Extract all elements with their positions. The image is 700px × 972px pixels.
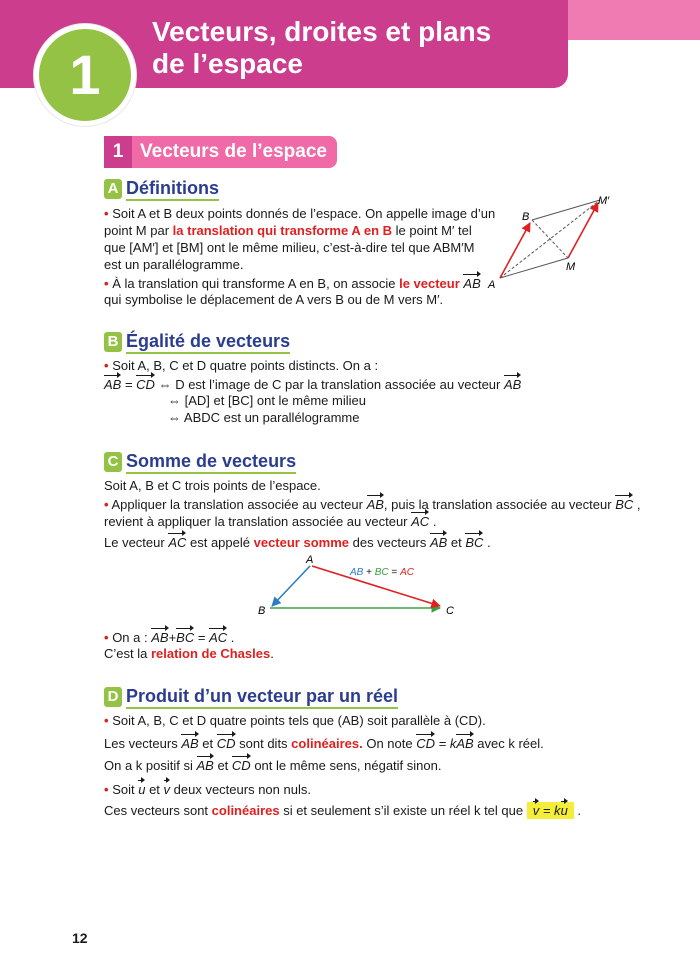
def-line-6: qui symbolise le déplacement de A vers B ou de M vers M′. (104, 292, 444, 307)
vector-ab-blue (272, 566, 310, 606)
subsection-d-letter: D (104, 687, 122, 707)
sum-line-2: • Appliquer la translation associée au vecteur AB, puis la translation associée au vecteur BC , (104, 497, 641, 512)
colinearity-formula-highlight: v = ku (527, 802, 574, 819)
point-b-label: B (258, 605, 266, 617)
chapter-banner-accent (568, 0, 700, 40)
prod-line-5: Ces vecteurs sont colinéaires si et seulement s’il existe un réel k tel que v = ku . (104, 803, 582, 818)
diagonal-bm (532, 220, 568, 258)
vector-ab-arrow (500, 223, 530, 278)
point-m-label: M (566, 261, 576, 273)
chasles-formula: AB + BC = AC (350, 567, 414, 578)
subsection-b-letter: B (104, 332, 122, 352)
subsection-a-heading (104, 178, 219, 200)
def-line-4: est un parallélogramme. (104, 257, 244, 272)
def-line-1: • Soit A et B deux points donnés de l’espace. On appelle image d’un (104, 206, 496, 221)
segment-am (500, 258, 568, 278)
section-heading (104, 136, 337, 168)
chapter-title-line2: de l’espace (152, 48, 303, 79)
section-title: Vecteurs de l’espace (132, 136, 337, 168)
chapter-title (152, 16, 552, 80)
sum-line-4: Le vecteur AC est appelé vecteur somme des vecteurs AB et BC . (104, 535, 491, 550)
def-line-5: • À la translation qui transforme A en B, on associe le vecteur AB (104, 276, 481, 291)
point-c-label: C (446, 605, 454, 617)
subsection-d-title: Produit d’un vecteur par un réel (126, 686, 398, 709)
prod-line-2: Les vecteurs AB et CD sont dits colinéaires. On note CD = kAB avec k réel. (104, 736, 544, 751)
def-line-2: point M par la translation qui transforme A en B le point M′ tel (104, 223, 472, 238)
sum-line-5: • On a : AB+BC = AC . (104, 630, 235, 645)
sum-line-6: C’est la relation de Chasles. (104, 646, 274, 661)
chapter-number: 1 (34, 24, 136, 126)
chapter-title-line1: Vecteurs, droites et plans (152, 16, 492, 47)
eq-line-3: ⇔ [AD] et [BC] ont le même milieu (168, 393, 366, 408)
prod-line-4: • Soit u et v deux vecteurs non nuls. (104, 782, 311, 797)
point-b-label: B (522, 211, 530, 223)
eq-line-4: ⇔ ABDC est un parallélogramme (168, 410, 360, 425)
vector-mmp-arrow (568, 203, 598, 258)
prod-line-3: On a k positif si AB et CD ont le même sens, négatif sinon. (104, 758, 442, 773)
parallelogram-figure (482, 192, 622, 292)
subsection-a-title: Définitions (126, 178, 219, 201)
section-number: 1 (104, 136, 132, 168)
eq-line-1: • Soit A, B, C et D quatre points distincts. On a : (104, 358, 379, 373)
page-number: 12 (72, 930, 88, 946)
subsection-d-heading (104, 686, 398, 708)
chasles-figure (252, 552, 462, 620)
point-mp-label: M′ (598, 195, 610, 207)
eq-line-2: AB = CD ⇔ D est l’image de C par la translation associée au vecteur AB (104, 377, 522, 392)
sum-line-1: Soit A, B et C trois points de l’espace. (104, 478, 321, 493)
sum-line-3: revient à appliquer la translation associée au vecteur AC . (104, 514, 437, 529)
prod-line-1: • Soit A, B, C et D quatre points tels que (AB) soit parallèle à (CD). (104, 713, 486, 728)
point-a-label: A (306, 554, 314, 566)
def-line-3: que [AM′] et [BM] ont le même milieu, c’est-à-dire tel que ABM′M (104, 240, 475, 255)
subsection-a-letter: A (104, 179, 122, 199)
subsection-c-heading (104, 451, 296, 473)
point-a-label: A (488, 279, 496, 291)
subsection-c-letter: C (104, 452, 122, 472)
subsection-b-heading (104, 331, 290, 353)
subsection-b-title: Égalité de vecteurs (126, 331, 290, 354)
subsection-c-title: Somme de vecteurs (126, 451, 296, 474)
